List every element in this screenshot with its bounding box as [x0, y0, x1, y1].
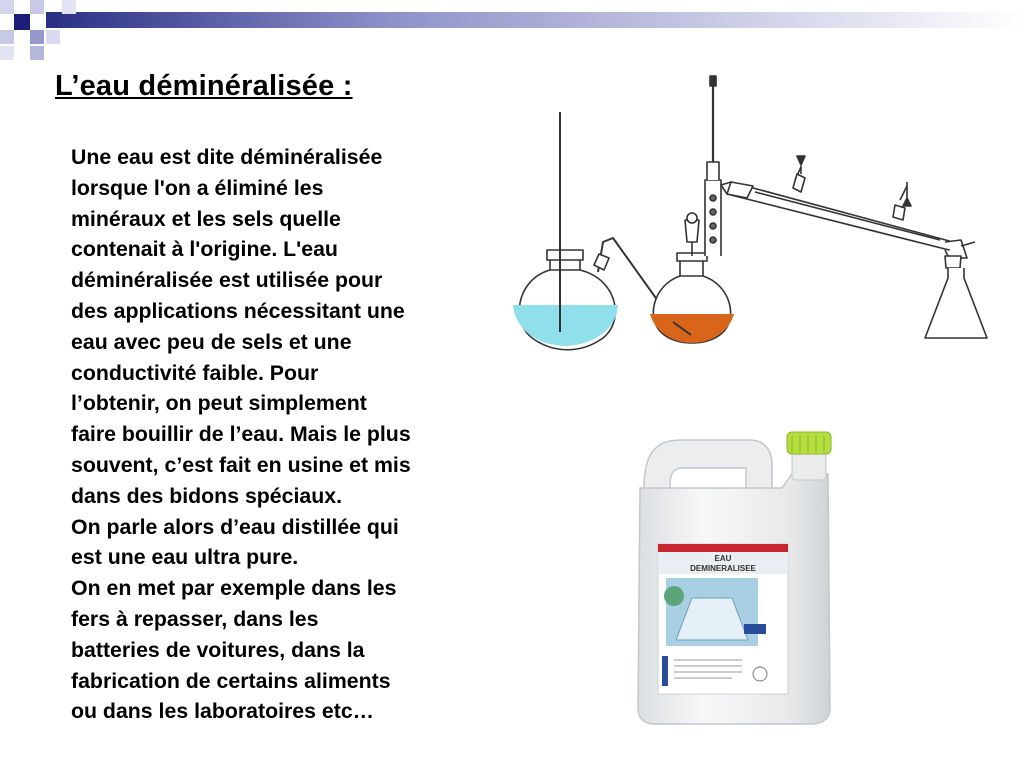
body-line: On parle alors d’eau distillée qui: [71, 514, 399, 539]
decor-square: [30, 0, 44, 14]
slide-title: L’eau déminéralisée :: [55, 70, 353, 102]
body-line: souvent, c’est fait en usine et mis: [71, 452, 411, 477]
body-line: ou dans les laboratoires etc…: [71, 699, 374, 724]
body-paragraph: [71, 142, 516, 727]
jerrycan-label-line2: DEMINERALISEE: [690, 564, 756, 573]
decor-square: [14, 14, 30, 30]
decor-square: [30, 46, 44, 60]
distillation-column: [705, 76, 721, 256]
jerrycan-label-line1: EAU: [714, 554, 732, 563]
body-line: est une eau ultra pure.: [71, 545, 299, 570]
decor-square: [0, 30, 14, 44]
body-line: fers à repasser, dans les: [71, 606, 319, 631]
body-line: faire bouillir de l’eau. Mais le plus: [71, 422, 411, 447]
body-line: On en met par exemple dans les: [71, 576, 397, 601]
body-line: minéraux et les sels quelle: [71, 206, 341, 231]
water-in-arrow: [903, 198, 911, 206]
decor-square: [0, 46, 14, 60]
body-line: dans des bidons spéciaux.: [71, 483, 343, 508]
water-out-arrow: [797, 156, 805, 165]
body-line: eau avec peu de sels et une: [71, 329, 352, 354]
body-line: déminéralisée est utilisée pour: [71, 268, 383, 293]
body-line: Une eau est dite déminéralisée: [71, 145, 383, 169]
header-decoration: [0, 0, 1024, 60]
decor-square: [46, 30, 60, 44]
header-gradient-band: [46, 12, 1024, 28]
decor-square: [0, 0, 14, 14]
body-line: contenait à l'origine. L'eau: [71, 237, 338, 262]
water-fill: [513, 305, 618, 346]
body-line: des applications nécessitant une: [71, 298, 405, 323]
body-line: fabrication de certains aliments: [71, 668, 391, 693]
demineralized-water-jerrycan-icon: [632, 428, 832, 728]
condenser: [721, 156, 953, 250]
distillation-apparatus-icon: [505, 70, 995, 360]
decor-square: [62, 0, 76, 14]
orange-liquid: [650, 314, 734, 343]
body-line: batteries de voitures, dans la: [71, 637, 365, 662]
body-line: conductivité faible. Pour: [71, 360, 319, 385]
boiling-flask: [650, 253, 734, 343]
decor-square: [30, 30, 44, 44]
receiving-flask: [925, 240, 987, 338]
body-line: lorsque l'on a éliminé les: [71, 175, 324, 200]
body-line: l’obtenir, on peut simplement: [71, 391, 367, 416]
